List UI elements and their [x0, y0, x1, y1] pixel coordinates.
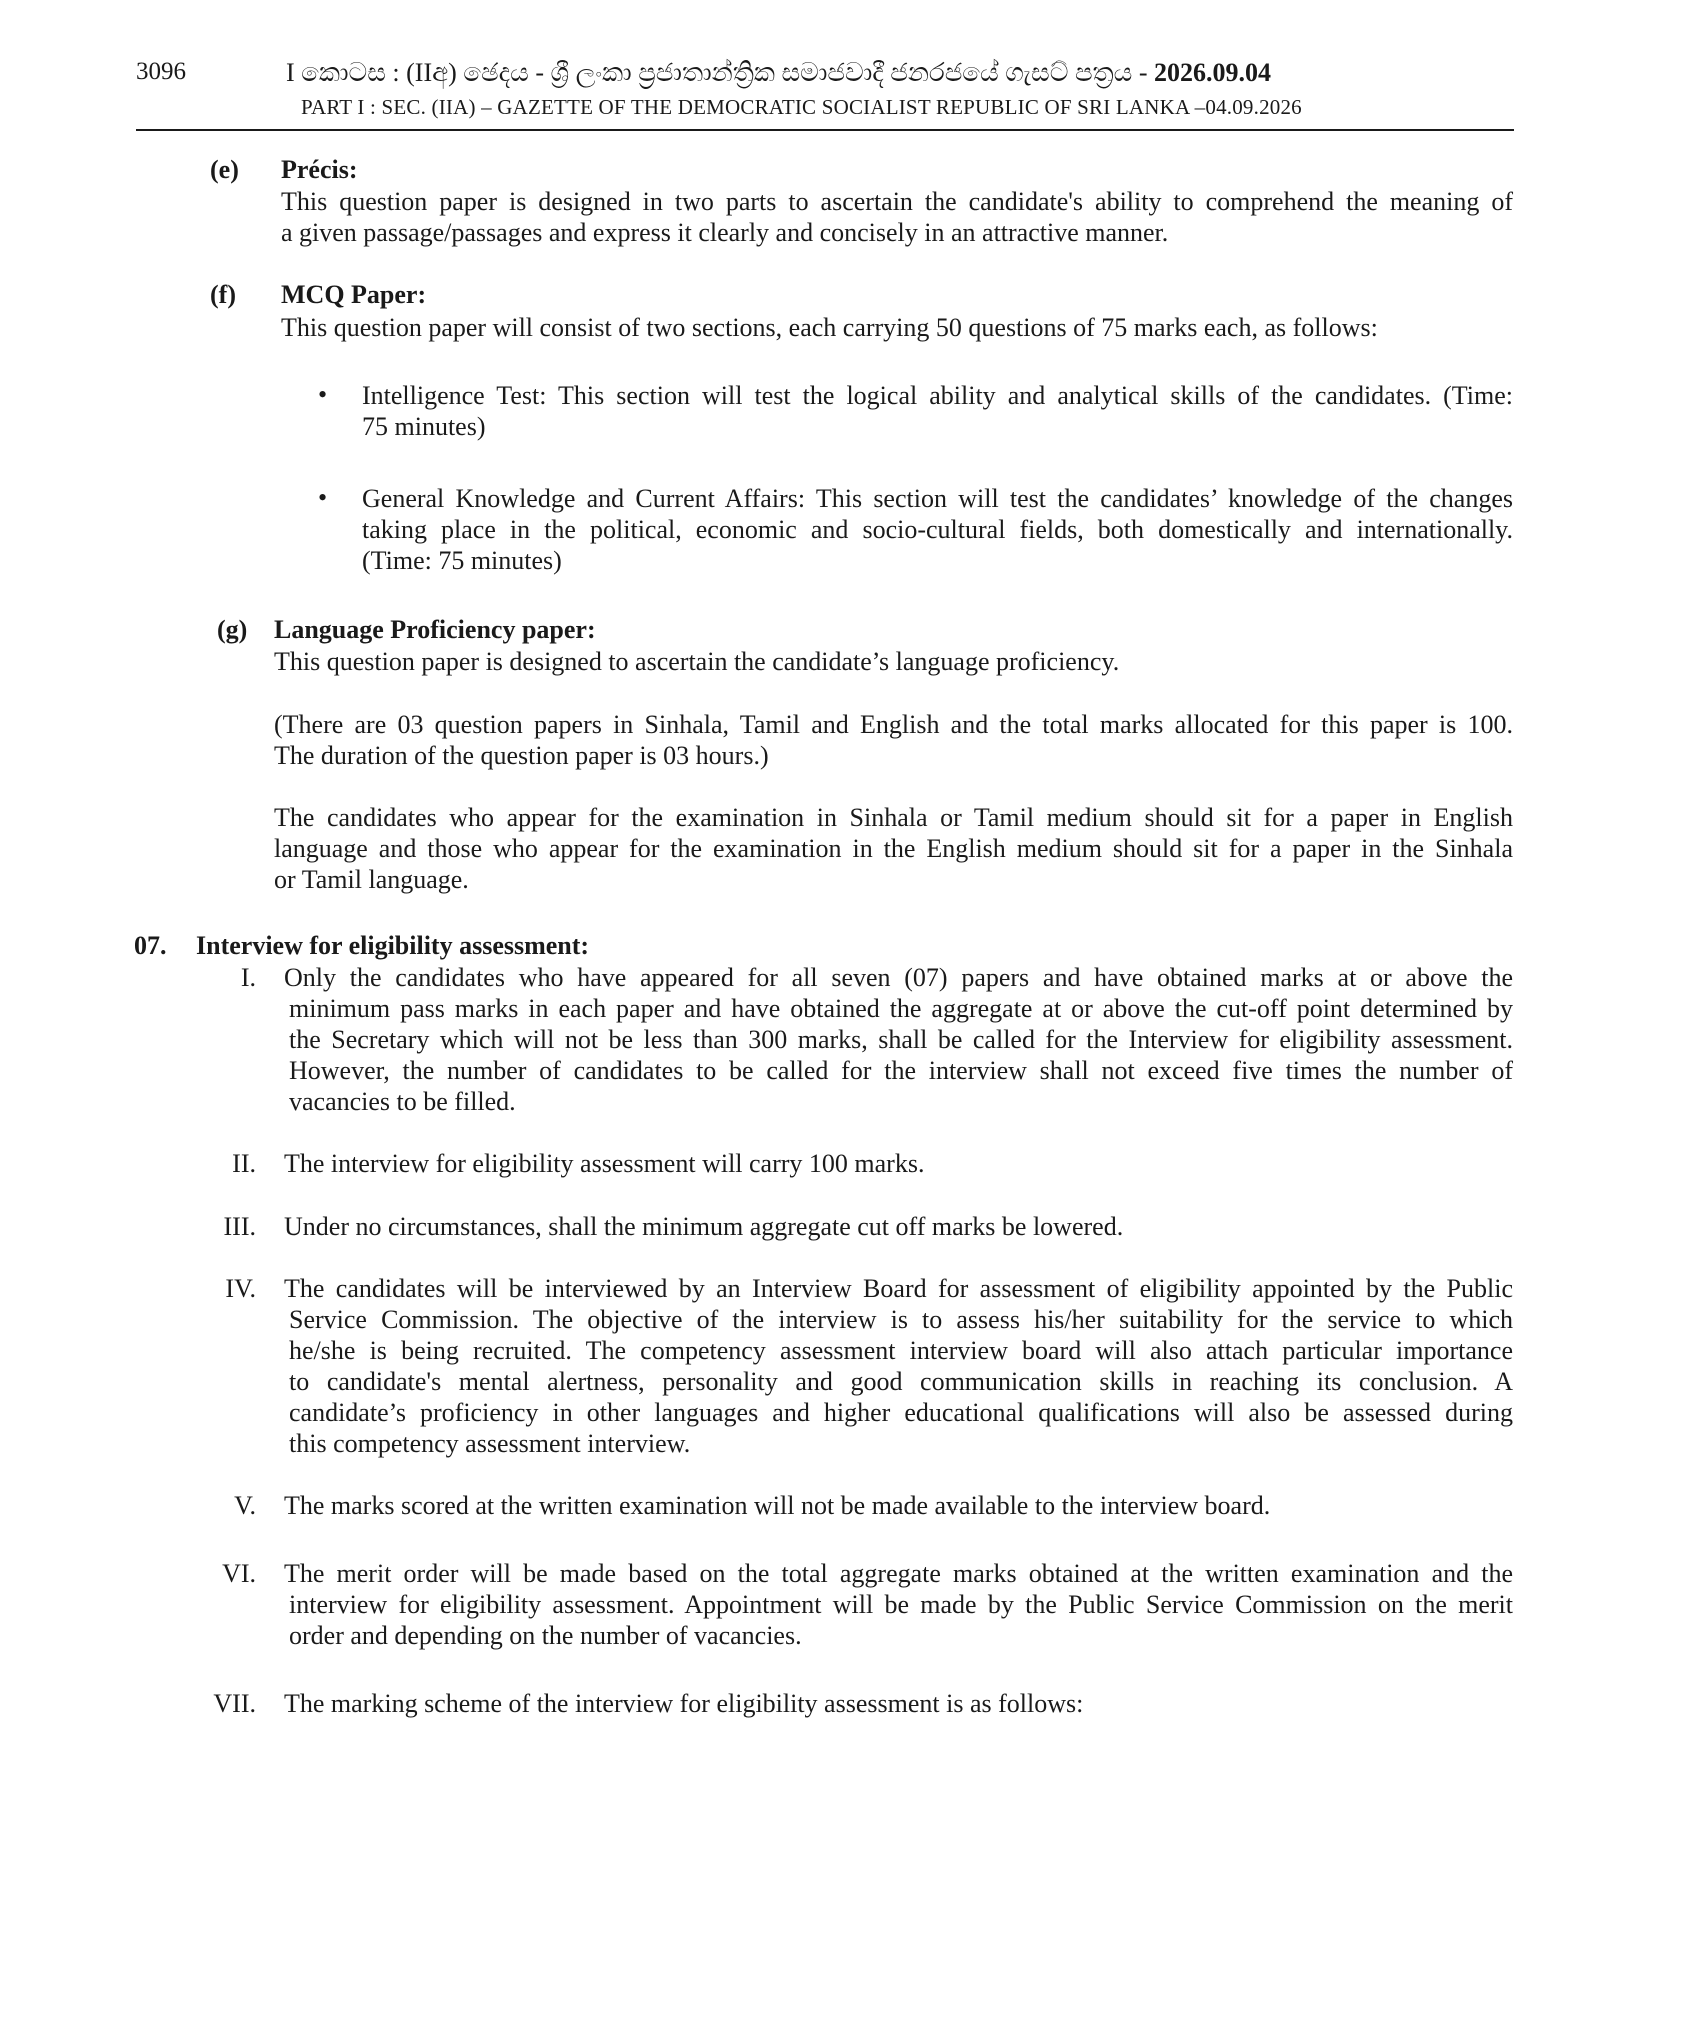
- item-vi: [284, 1558, 1513, 1651]
- section-e-line: This question paper is designed in two parts to ascertain the candidate's ability to comprehend the meaning of: [281, 187, 1513, 216]
- paragraph-line: The duration of the question paper is 03 hours.): [274, 741, 769, 770]
- item-line: minimum pass marks in each paper and have obtained the aggregate at or above the cut-off point determined by: [289, 994, 1513, 1023]
- header-sinhala-text: I කොටස : (IIඅ) ඡෙදය - ශ්‍රී ලංකා ප්‍රජාතාන්ත්‍රික සමාජවාදී ජනරජයේ ගැසට් පත්‍රය -: [286, 58, 1148, 87]
- bullet-item-intelligence-test: [362, 380, 1513, 442]
- item-numeral: VII.: [213, 1689, 256, 1718]
- section-e-label: (e): [210, 155, 239, 184]
- item-iv: [284, 1273, 1513, 1459]
- item-ii: The interview for eligibility assessment will carry 100 marks.: [284, 1149, 925, 1178]
- section-f-intro: This question paper will consist of two sections, each carrying 50 questions of 75 marks each, as follows:: [281, 313, 1378, 342]
- bullet-line: General Knowledge and Current Affairs: This section will test the candidates’ knowledge of the changes: [362, 484, 1513, 513]
- bullet-line: Intelligence Test: This section will test the logical ability and analytical skills of the candidates. (Time:: [362, 381, 1513, 410]
- item-line: interview for eligibility assessment. Appointment will be made by the Public Service Commission on the merit: [289, 1590, 1513, 1619]
- item-line: order and depending on the number of vacancies.: [289, 1621, 802, 1650]
- item-numeral: V.: [234, 1491, 256, 1520]
- item-v: The marks scored at the written examination will not be made available to the interview board.: [284, 1491, 1271, 1520]
- item-line: this competency assessment interview.: [289, 1429, 691, 1458]
- item-line: The candidates will be interviewed by an Interview Board for assessment of eligibility appointed by the Public: [284, 1274, 1513, 1303]
- item-line: vacancies to be filled.: [289, 1087, 516, 1116]
- item-line: However, the number of candidates to be called for the interview shall not exceed five times the number of: [289, 1056, 1513, 1085]
- header-sinhala-date: 2026.09.04: [1154, 58, 1272, 87]
- bullet-item-general-knowledge: [362, 483, 1513, 576]
- section-g-paragraph-2: [274, 802, 1513, 895]
- bullet-icon: •: [318, 483, 328, 512]
- section-07-number: 07.: [134, 931, 167, 960]
- section-e-title: Précis:: [281, 155, 358, 184]
- bullet-line: 75 minutes): [362, 412, 486, 441]
- paragraph-line: language and those who appear for the examination in the English medium should sit for a paper in the Sinhala: [274, 834, 1513, 863]
- paragraph-line: The candidates who appear for the examination in Sinhala or Tamil medium should sit for a paper in English: [274, 803, 1513, 832]
- header-divider: [136, 129, 1514, 131]
- paragraph-line: (There are 03 question papers in Sinhala, Tamil and English and the total marks allocated for this paper is 100.: [274, 710, 1513, 739]
- header-english-title: PART I : SEC. (IIA) – GAZETTE OF THE DEMOCRATIC SOCIALIST REPUBLIC OF SRI LANKA –04.09.2026: [301, 95, 1302, 119]
- item-line: candidate’s proficiency in other languages and higher educational qualifications will also be assessed during: [289, 1398, 1513, 1427]
- item-iii: Under no circumstances, shall the minimum aggregate cut off marks be lowered.: [284, 1212, 1124, 1241]
- item-line: the Secretary which will not be less than 300 marks, shall be called for the Interview for eligibility assessment.: [289, 1025, 1513, 1054]
- section-07-title: Interview for eligibility assessment:: [196, 931, 590, 960]
- item-numeral: VI.: [222, 1559, 256, 1588]
- item-line: Service Commission. The objective of the interview is to assess his/her suitability for the service to which: [289, 1305, 1513, 1334]
- bullet-line: taking place in the political, economic and socio-cultural fields, both domestically and internationally.: [362, 515, 1513, 544]
- item-line: Only the candidates who have appeared for all seven (07) papers and have obtained marks at or above the: [284, 963, 1513, 992]
- item-numeral: I.: [240, 963, 256, 992]
- item-line: to candidate's mental alertness, personality and good communication skills in reaching its conclusion. A: [289, 1367, 1513, 1396]
- paragraph-line: or Tamil language.: [274, 865, 469, 894]
- bullet-icon: •: [318, 380, 328, 409]
- item-line: The merit order will be made based on the total aggregate marks obtained at the written examination and the: [284, 1559, 1513, 1588]
- section-g-intro: This question paper is designed to ascertain the candidate’s language proficiency.: [274, 647, 1120, 676]
- bullet-line: (Time: 75 minutes): [362, 546, 562, 575]
- item-vii: The marking scheme of the interview for eligibility assessment is as follows:: [284, 1689, 1084, 1718]
- section-f-title: MCQ Paper:: [281, 280, 427, 309]
- item-numeral: IV.: [225, 1274, 256, 1303]
- section-g-label: (g): [217, 615, 248, 644]
- item-i: [284, 962, 1513, 1117]
- page-number: 3096: [136, 58, 186, 85]
- section-g-paragraph-1: [274, 709, 1513, 771]
- item-line: he/she is being recruited. The competency assessment interview board will also attach particular importance: [289, 1336, 1513, 1365]
- section-e-body: [281, 186, 1513, 248]
- section-f-label: (f): [210, 280, 236, 309]
- header-sinhala-title: [286, 58, 1271, 89]
- item-numeral: III.: [223, 1212, 256, 1241]
- section-g-title: Language Proficiency paper:: [274, 615, 596, 644]
- item-numeral: II.: [232, 1149, 256, 1178]
- section-e-line: a given passage/passages and express it clearly and concisely in an attractive manner.: [281, 218, 1169, 247]
